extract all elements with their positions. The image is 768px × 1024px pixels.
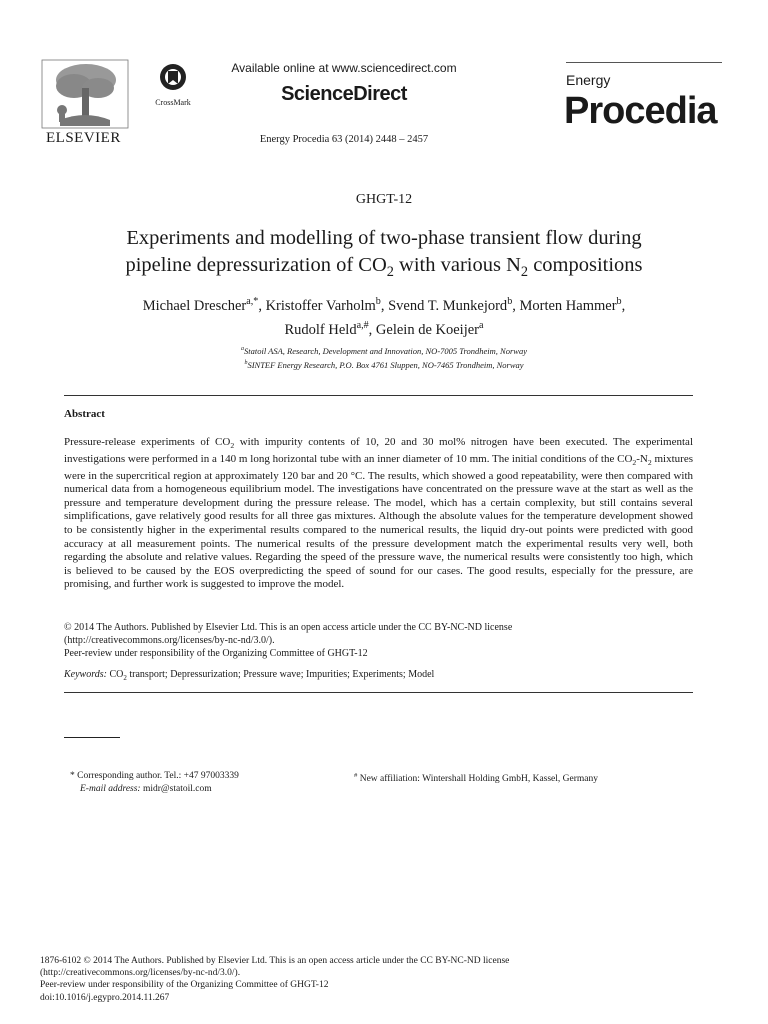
abstract-bottom-rule <box>64 692 693 693</box>
title-line-1: Experiments and modelling of two-phase transient flow during <box>126 227 642 249</box>
elsevier-logo <box>40 58 130 148</box>
author-hammer: Morten Hammer <box>519 297 617 314</box>
bottom-license <box>40 955 740 1004</box>
crossmark-badge[interactable] <box>148 62 198 112</box>
bottom-issn-line: 1876-6102 © 2014 The Authors. Published by Elsevier Ltd. This is an open access article under the CC BY-NC-ND license <box>40 956 510 966</box>
license-block <box>64 621 693 660</box>
elsevier-wordmark: ELSEVIER <box>46 130 121 146</box>
author-drescher: Michael Drescher <box>142 297 247 314</box>
affiliations <box>0 343 768 371</box>
available-online: Available online at www.sciencedirect.com <box>231 61 457 75</box>
sciencedirect-brand[interactable]: ScienceDirect <box>281 83 407 105</box>
bottom-license-link[interactable]: (http://creativecommons.org/licenses/by-nc-nd/3.0/). <box>40 968 241 979</box>
license-link[interactable]: (http://creativecommons.org/licenses/by-nc-nd/3.0/). <box>64 635 275 646</box>
corresponding-author: * Corresponding author. Tel.: +47 97003339 <box>70 771 239 781</box>
corresponding-author-note <box>70 770 370 795</box>
logo-top-rule <box>566 62 722 63</box>
author-munkejord: Svend T. Munkejord <box>388 297 508 314</box>
email-link[interactable]: midr@statoil.com <box>140 783 212 794</box>
journal-name: Procedia <box>564 90 717 132</box>
author-list <box>20 292 748 340</box>
paper-title <box>40 225 728 286</box>
crossmark-label: CrossMark <box>155 98 191 107</box>
peer-review-line: Peer-review under responsibility of the Organizing Committee of GHGT-12 <box>64 648 368 659</box>
keywords-label: Keywords: <box>64 669 107 680</box>
elsevier-tree-icon <box>40 58 130 130</box>
conference-label: GHGT-12 <box>355 192 413 207</box>
abstract-text: Pressure-release experiments of $CO_2$ with impurity contents of 10, 20 and 30 mol% nitrogen have been executed. The experimental investigations were performed in a 140 m long horizontal tube with an inner diameter of 10 mm. The initial conditions of the $CO_2-N_2$ mixtures were in the supercritical region at approximately 120 bar and 20 °C. The results, which showed a good repeatability, were then compared with numerical data from a homogeneous equilibrium model. The investigations have concentrated on the pressure wave at the start as well as the pressure and temperature development during the pressure release. The model, which has a certain complexity, but still contains several simplifications, gave relatively good results for all three gas mixtures. Although the absolute values for the temperature development showed to be consistently higher in the experimental results compared to the numerical results, the liquid dry-out points were predicted with good accuracy at all measurement points. The numerical results of the pressure development match the experimental results very well, both regarding the absolute and relative values. Regarding the speed of the pressure wave, the numerical results were consistently too high, which is believed to be caused by the EOS overpredicting the speed of sound for our cases. The good results, especially for the pressure, are promising, and further work is suggested to improve the model. <box>64 436 693 591</box>
author-line-1: Michael Drescher$^{a,*}$, Kristoffer Varholm$^b$, Svend T. Munkejord$^b$, Morten Hammer$^b$, <box>142 296 626 314</box>
doi-link[interactable]: doi:10.1016/j.egypro.2014.11.267 <box>40 992 170 1003</box>
abstract-heading: Abstract <box>64 408 105 420</box>
author-held: Rudolf Held <box>284 321 357 338</box>
email-line: E-mail address: midr@statoil.com <box>80 783 212 794</box>
author-line-2: Rudolf Held$^{a,\#}$, Gelein de Koeijer$^a$ <box>284 319 484 338</box>
affiliation-b: $^b$SINTEF Energy Research, P.O. Box 4761 Sluppen, NO-7465 Trondheim, Norway <box>244 359 524 370</box>
journal-top-word: Energy <box>566 72 611 88</box>
affiliation-a: $^a$Statoil ASA, Research, Development and Innovation, NO-7005 Trondheim, Norway <box>241 345 527 356</box>
author-de-koeijer: Gelein de Koeijer <box>375 321 479 338</box>
journal-reference: Energy Procedia 63 (2014) 2448 – 2457 <box>259 134 429 145</box>
abstract-top-rule <box>64 395 693 396</box>
footnote-rule <box>64 737 120 738</box>
energy-procedia-logo <box>560 62 730 142</box>
new-affiliation-note: # New affiliation: Wintershall Holding GmbH, Kassel, Germany <box>354 772 599 785</box>
crossmark-icon <box>158 62 188 96</box>
license-line-1: © 2014 The Authors. Published by Elsevier Ltd. This is an open access article under the CC BY-NC-ND license <box>64 622 513 633</box>
title-line-2: pipeline depressurization of $CO_2$ with various $N_2$ compositions <box>125 254 643 281</box>
keywords: Keywords: $CO_2$ transport; Depressurization; Pressure wave; Impurities; Experiments; Model <box>64 669 435 682</box>
bottom-peer-review: Peer-review under responsibility of the Organizing Committee of GHGT-12 <box>40 980 329 991</box>
author-varholm: Kristoffer Varholm <box>265 297 376 314</box>
